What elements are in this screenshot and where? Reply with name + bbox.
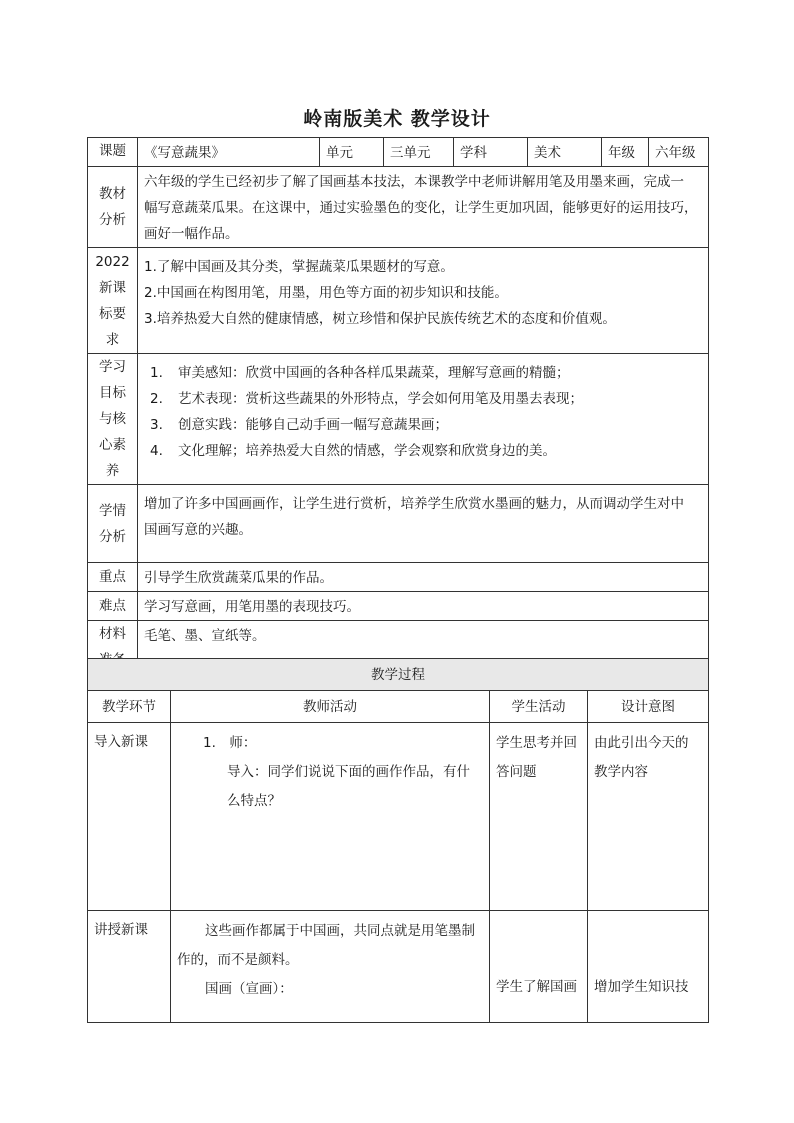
goals-content: [138, 354, 709, 485]
table-row: [88, 911, 709, 1023]
page-title: 岭南版美术 教学设计: [303, 108, 491, 130]
intent-cell: 增加学生知识技: [588, 911, 709, 1023]
situation-label: 学情 分析: [88, 485, 138, 563]
process-table: [87, 658, 709, 1023]
grade-value: 六年级: [649, 138, 709, 167]
situation-content: 增加了许多中国画画作，让学生进行赏析，培养学生欣赏水墨画的魅力，从而调动学生对中 国画写意的兴趣。: [138, 485, 709, 563]
difficulty-value: 学习写意画，用笔用墨的表现技巧。: [138, 592, 709, 621]
col-intent-header: 设计意图: [588, 691, 709, 723]
materials-value: 毛笔、墨、宣纸等。: [138, 621, 709, 674]
standard-label: 2022 新课 标要 求: [88, 248, 138, 354]
info-table: [87, 137, 709, 674]
col-student-header: 学生活动: [490, 691, 588, 723]
topic-label: 课题: [88, 138, 138, 167]
key-value: 引导学生欣赏蔬菜瓜果的作品。: [138, 563, 709, 592]
goal-item: 2. 艺术表现：赏析这些蔬果的外形特点，学会如何用笔及用墨去表现；: [150, 391, 583, 407]
teacher-cell: 这些画作都属于中国画，共同点就是用笔墨制 作的，而不是颜料。 国画（宣画）：: [171, 911, 490, 1023]
subject-label: 学科: [454, 138, 528, 167]
process-header: 教学过程: [88, 659, 709, 691]
goal-item: 3. 创意实践：能够自己动手画一幅写意蔬果画；: [150, 417, 448, 433]
teacher-cell: 1. 师： 导入：同学们说说下面的画作作品，有什 么特点？: [171, 723, 490, 911]
goal-item: 1. 审美感知：欣赏中国画的各种各样瓜果蔬菜，理解写意画的精髓；: [150, 365, 570, 381]
analysis-content: 六年级的学生已经初步了解了国画基本技法，本课教学中老师讲解用笔及用墨来画，完成一 幅写意蔬菜瓜果。在这课中，通过实验墨色的变化，让学生更加巩固，能够更好的运用技巧， 画好一幅作品。: [138, 167, 709, 248]
grade-label: 年级: [602, 138, 649, 167]
materials-label: 材料: [88, 621, 138, 674]
goal-item: 4. 文化理解；培养热爱大自然的情感，学会观察和欣赏身边的美。: [150, 443, 556, 459]
key-label: 重点: [88, 563, 138, 592]
unit-label: 单元: [320, 138, 384, 167]
topic-value: 《写意蔬果》: [138, 138, 320, 167]
difficulty-label: 难点: [88, 592, 138, 621]
subject-value: 美术: [528, 138, 602, 167]
standard-content: 1.了解中国画及其分类，掌握蔬菜瓜果题材的写意。 2.中国画在构图用笔，用墨，用色等方面的初步知识和技能。 3.培养热爱大自然的健康情感，树立珍惜和保护民族传统艺术的态度和价值观。: [138, 248, 709, 354]
col-teacher-header: 教师活动: [171, 691, 490, 723]
analysis-label: 教材 分析: [88, 167, 138, 248]
unit-value: 三单元: [384, 138, 454, 167]
col-stage-header: 教学环节: [88, 691, 171, 723]
stage-cell: 讲授新课: [88, 911, 171, 1023]
goals-label: 学习 目标 与核 心素 养: [88, 354, 138, 485]
intent-cell: 由此引出今天的 教学内容: [588, 723, 709, 911]
stage-cell: 导入新课: [88, 723, 171, 911]
table-row: [88, 723, 709, 911]
student-cell: 学生思考并回 答问题: [490, 723, 588, 911]
student-cell: 学生了解国画: [490, 911, 588, 1023]
